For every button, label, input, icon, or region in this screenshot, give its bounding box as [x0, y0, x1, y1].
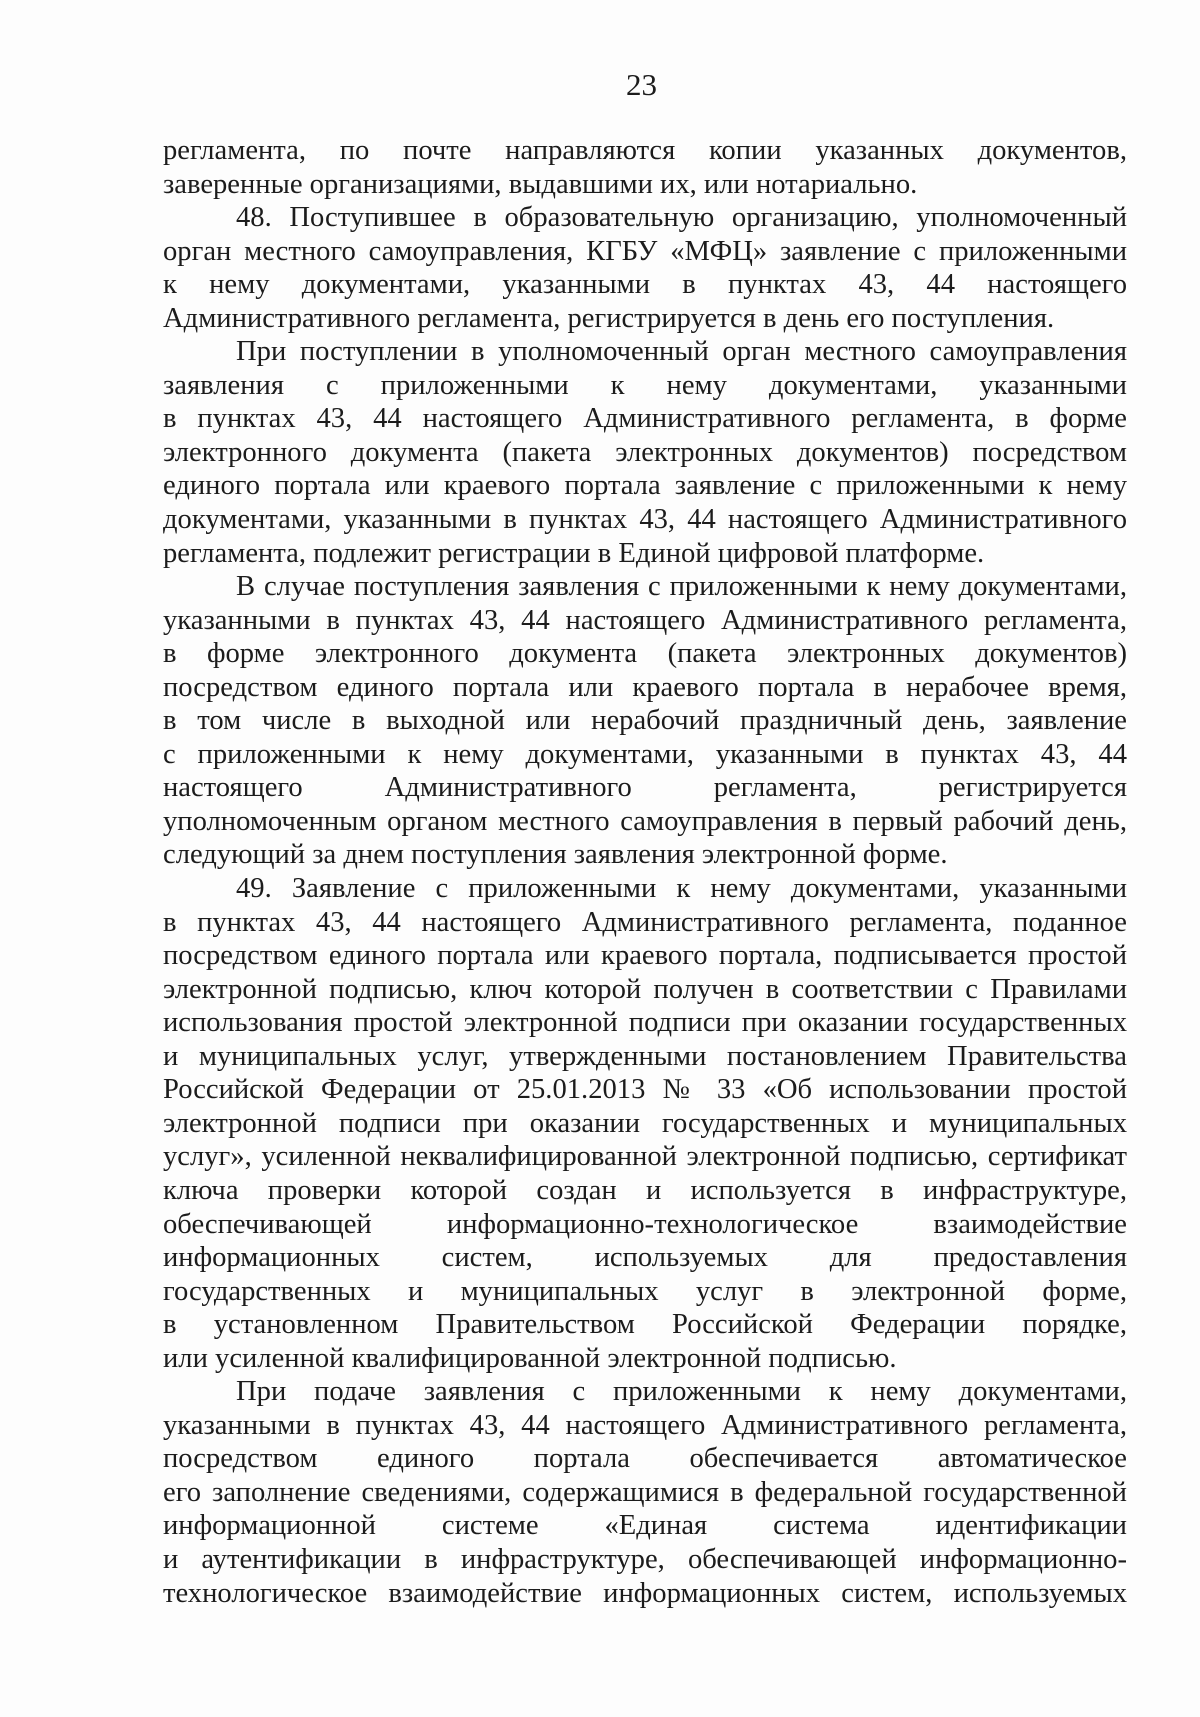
text-line: электронной подписи при оказании государственных и муниципальных	[163, 1107, 1127, 1139]
text-line: 49. Заявление с приложенными к нему документами, указанными	[236, 873, 1127, 905]
text-line: в пунктах 43, 44 настоящего Административного регламента, в форме	[163, 403, 1127, 435]
text-line: посредством единого портала или краевого портала, подписывается простой	[163, 940, 1127, 972]
text-line: следующий за днем поступления заявления электронной форме.	[163, 839, 948, 871]
text-line: с приложенными к нему документами, указанными в пунктах 43, 44	[163, 738, 1127, 770]
text-line: посредством единого портала обеспечивается автоматическое	[163, 1443, 1127, 1475]
text-line: его заполнение сведениями, содержащимися в федеральной государственной	[163, 1476, 1127, 1508]
text-line: информационных систем, используемых для предоставления	[163, 1242, 1127, 1274]
text-line: использования простой электронной подписи при оказании государственных	[163, 1007, 1127, 1039]
text-line: Административного регламента, регистрируется в день его поступления.	[163, 302, 1055, 334]
page-number: 23	[626, 67, 657, 102]
text-line: обеспечивающей информационно-технологическое взаимодействие	[163, 1208, 1127, 1240]
text-line: в установленном Правительством Российской Федерации порядке,	[163, 1309, 1127, 1341]
text-line: в пунктах 43, 44 настоящего Административного регламента, поданное	[163, 906, 1127, 938]
text-line: регламента, по почте направляются копии указанных документов,	[163, 135, 1127, 166]
text-line: указанными в пунктах 43, 44 настоящего Административного регламента,	[163, 1409, 1127, 1441]
text-line: информационной системе «Единая система идентификации	[163, 1510, 1127, 1542]
text-line: или усиленной квалифицированной электронной подписью.	[163, 1342, 897, 1374]
text-line: 48. Поступившее в образовательную организацию, уполномоченный	[236, 202, 1127, 234]
text-line: указанными в пунктах 43, 44 настоящего Административного регламента,	[163, 604, 1127, 636]
document-body	[163, 134, 1127, 1610]
text-line: настоящего Административного регламента, регистрируется	[163, 772, 1127, 804]
text-line: к нему документами, указанными в пунктах 43, 44 настоящего	[163, 269, 1127, 301]
text-line: заявления с приложенными к нему документами, указанными	[163, 369, 1127, 401]
text-line: электронной подписью, ключ которой получен в соответствии с Правилами	[163, 973, 1127, 1005]
text-line: и аутентификации в инфраструктуре, обеспечивающей информационно-	[163, 1543, 1127, 1575]
text-line: и муниципальных услуг, утвержденными постановлением Правительства	[163, 1040, 1127, 1072]
text-line: в форме электронного документа (пакета электронных документов)	[163, 638, 1127, 670]
text-line: посредством единого портала или краевого портала в нерабочее время,	[163, 671, 1127, 703]
text-line: услуг», усиленной неквалифицированной электронной подписью, сертификат	[163, 1141, 1127, 1173]
text-line: в том числе в выходной или нерабочий праздничный день, заявление	[163, 705, 1127, 737]
text-line: При подаче заявления с приложенными к нему документами,	[236, 1376, 1127, 1408]
text-line: регламента, подлежит регистрации в Единой цифровой платформе.	[163, 537, 985, 569]
text-line: ключа проверки которой создан и используется в инфраструктуре,	[163, 1174, 1127, 1206]
text-line: государственных и муниципальных услуг в электронной форме,	[163, 1275, 1127, 1307]
text-line: В случае поступления заявления с приложенными к нему документами,	[236, 571, 1127, 603]
text-line: документами, указанными в пунктах 43, 44 настоящего Административного	[163, 504, 1127, 536]
text-line: уполномоченным органом местного самоуправления в первый рабочий день,	[163, 805, 1127, 837]
text-line: единого портала или краевого портала заявление с приложенными к нему	[163, 470, 1127, 502]
text-line: заверенные организациями, выдавшими их, или нотариально.	[163, 168, 918, 200]
text-line: электронного документа (пакета электронных документов) посредством	[163, 436, 1127, 468]
text-line: Российской Федерации от 25.01.2013 № 33 «Об использовании простой	[163, 1074, 1127, 1106]
text-line: орган местного самоуправления, КГБУ «МФЦ» заявление с приложенными	[163, 235, 1127, 267]
text-line: технологическое взаимодействие информационных систем, используемых	[163, 1577, 1127, 1609]
text-line: При поступлении в уполномоченный орган местного самоуправления	[236, 336, 1127, 368]
